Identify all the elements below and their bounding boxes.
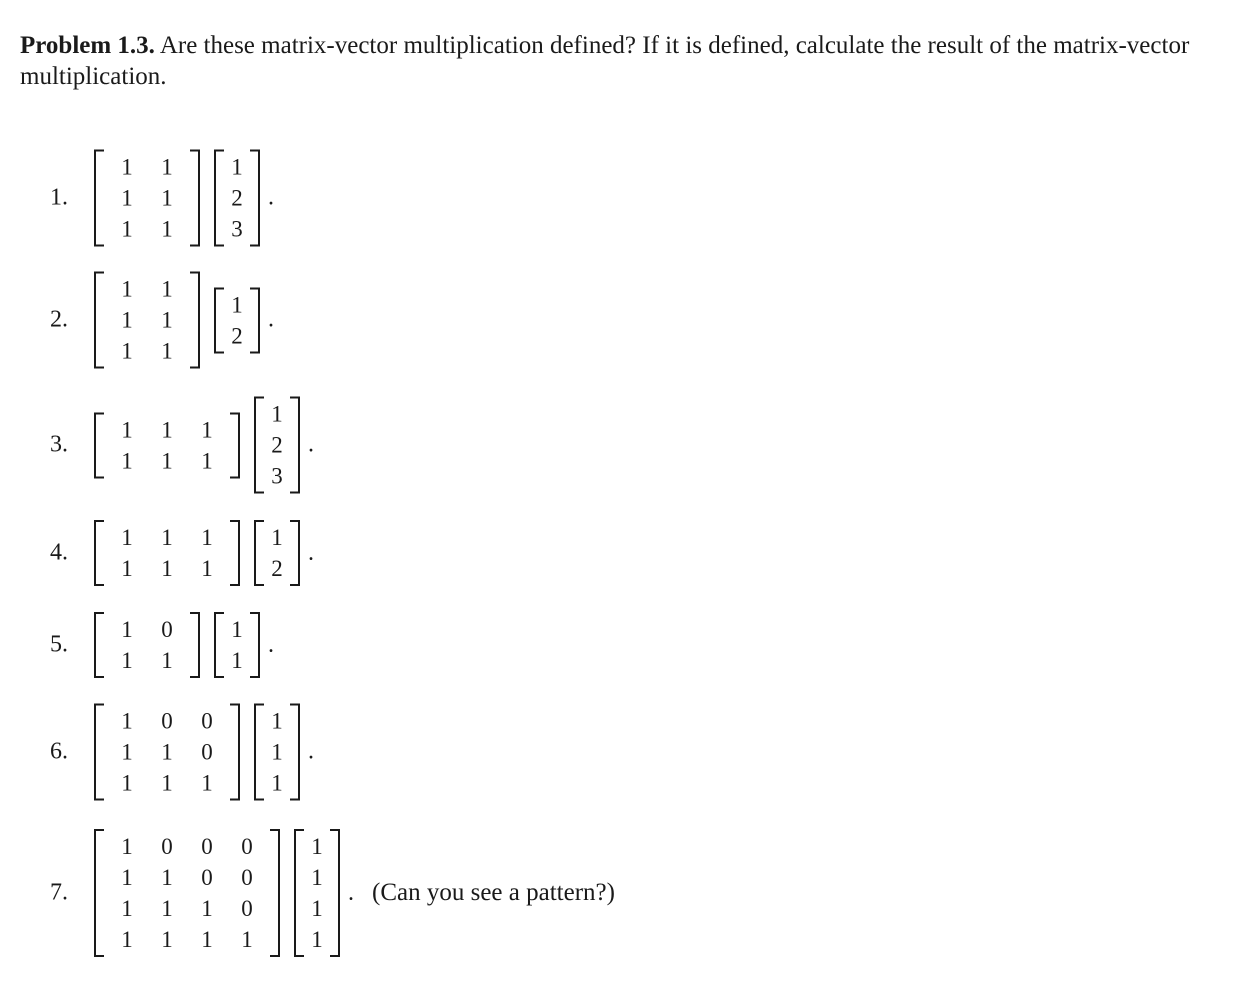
expression-period: . bbox=[268, 306, 274, 333]
vector-grid bbox=[264, 397, 290, 494]
right-bracket bbox=[250, 287, 260, 353]
right-bracket bbox=[190, 272, 200, 369]
matrix-entry: 1 bbox=[161, 739, 173, 765]
matrix-vector-expression bbox=[94, 150, 274, 247]
matrix-entry: 1 bbox=[161, 448, 173, 473]
matrix-entry: 1 bbox=[121, 739, 133, 765]
matrix bbox=[94, 829, 280, 957]
matrix-entry: 1 bbox=[201, 896, 213, 921]
vector-entry: 1 bbox=[311, 834, 323, 859]
pattern-note: (Can you see a pattern?) bbox=[372, 879, 615, 906]
matrix-entry: 1 bbox=[121, 154, 133, 180]
item-number: 1. bbox=[50, 184, 68, 211]
left-bracket bbox=[294, 829, 304, 957]
problem-label: Problem 1.3. bbox=[20, 32, 155, 59]
right-bracket bbox=[230, 412, 240, 478]
matrix-grid bbox=[104, 704, 230, 801]
matrix-entry: 0 bbox=[161, 617, 173, 642]
vector-entry: 1 bbox=[231, 617, 243, 642]
vector-grid bbox=[264, 520, 290, 586]
vector bbox=[254, 520, 300, 586]
matrix-entry: 1 bbox=[161, 556, 173, 581]
left-bracket bbox=[94, 272, 104, 369]
right-bracket bbox=[230, 704, 240, 801]
expression-period: . bbox=[308, 738, 314, 765]
left-bracket bbox=[94, 704, 104, 801]
item-number: 5. bbox=[50, 631, 68, 658]
expression-period: . bbox=[268, 631, 274, 658]
item-number: 4. bbox=[50, 539, 68, 566]
vector-entry: 1 bbox=[311, 927, 323, 952]
matrix-entry: 1 bbox=[161, 154, 173, 180]
matrix bbox=[94, 412, 240, 478]
matrix-entry: 1 bbox=[121, 770, 133, 796]
matrix-entry: 1 bbox=[121, 216, 133, 242]
matrix-grid bbox=[104, 520, 230, 586]
matrix-entry: 1 bbox=[121, 417, 133, 442]
matrix-entry: 1 bbox=[121, 307, 133, 333]
vector-grid bbox=[224, 287, 250, 353]
vector-entry: 1 bbox=[231, 648, 243, 673]
matrix-entry: 0 bbox=[201, 834, 213, 859]
matrix-entry: 1 bbox=[121, 338, 133, 364]
matrix-entry: 1 bbox=[161, 525, 173, 550]
matrix-entry: 1 bbox=[121, 834, 133, 859]
item-number: 6. bbox=[50, 738, 68, 765]
matrix-entry: 1 bbox=[201, 927, 213, 952]
expression-period: . bbox=[268, 184, 274, 211]
left-bracket bbox=[94, 412, 104, 478]
matrix-entry: 1 bbox=[121, 865, 133, 890]
right-bracket bbox=[270, 829, 280, 957]
vector bbox=[214, 287, 260, 353]
matrix bbox=[94, 272, 200, 369]
matrix-vector-expression bbox=[94, 829, 615, 957]
left-bracket bbox=[94, 829, 104, 957]
matrix-entry: 0 bbox=[241, 865, 253, 890]
vector-entry: 2 bbox=[231, 323, 243, 348]
matrix-entry: 1 bbox=[201, 556, 213, 581]
matrix-entry: 1 bbox=[121, 648, 133, 673]
matrix-entry: 1 bbox=[161, 865, 173, 890]
vector-grid bbox=[224, 150, 250, 247]
matrix-entry: 1 bbox=[161, 307, 173, 333]
vector-entry: 1 bbox=[271, 770, 283, 796]
matrix-entry: 1 bbox=[201, 525, 213, 550]
vector-entry: 1 bbox=[271, 708, 283, 734]
matrix-grid bbox=[104, 150, 190, 247]
matrix-entry: 1 bbox=[201, 417, 213, 442]
right-bracket bbox=[290, 397, 300, 494]
vector-entry: 1 bbox=[231, 292, 243, 317]
matrix-vector-expression bbox=[94, 612, 274, 678]
matrix-entry: 1 bbox=[121, 708, 133, 734]
left-bracket bbox=[214, 150, 224, 247]
matrix-entry: 1 bbox=[121, 617, 133, 642]
matrix-entry: 1 bbox=[161, 927, 173, 952]
matrix-entry: 0 bbox=[201, 865, 213, 890]
matrix bbox=[94, 150, 200, 247]
right-bracket bbox=[250, 612, 260, 678]
expression-period: . bbox=[348, 879, 354, 906]
vector bbox=[294, 829, 340, 957]
matrix-entry: 1 bbox=[161, 276, 173, 302]
matrix-grid bbox=[104, 412, 230, 478]
vector-entry: 1 bbox=[271, 401, 283, 427]
right-bracket bbox=[250, 150, 260, 247]
matrix-entry: 1 bbox=[161, 216, 173, 242]
matrix-entry: 1 bbox=[161, 648, 173, 673]
item-number: 7. bbox=[50, 879, 68, 906]
vector-entry: 2 bbox=[271, 432, 283, 458]
right-bracket bbox=[290, 704, 300, 801]
left-bracket bbox=[94, 150, 104, 247]
vector bbox=[214, 612, 260, 678]
matrix-entry: 1 bbox=[161, 417, 173, 442]
matrix-entry: 1 bbox=[121, 185, 133, 211]
item-number: 3. bbox=[50, 431, 68, 458]
vector-entry: 1 bbox=[311, 865, 323, 890]
vector bbox=[254, 397, 300, 494]
matrix-entry: 0 bbox=[241, 834, 253, 859]
left-bracket bbox=[94, 612, 104, 678]
left-bracket bbox=[254, 704, 264, 801]
left-bracket bbox=[214, 612, 224, 678]
vector-entry: 1 bbox=[311, 896, 323, 921]
vector-grid bbox=[304, 829, 330, 957]
right-bracket bbox=[190, 150, 200, 247]
matrix-entry: 0 bbox=[241, 896, 253, 921]
matrix-entry: 1 bbox=[121, 896, 133, 921]
expression-period: . bbox=[308, 431, 314, 458]
matrix-entry: 0 bbox=[161, 834, 173, 859]
vector bbox=[214, 150, 260, 247]
vector-grid bbox=[264, 704, 290, 801]
left-bracket bbox=[214, 287, 224, 353]
matrix-grid bbox=[104, 829, 270, 957]
matrix bbox=[94, 704, 240, 801]
left-bracket bbox=[94, 520, 104, 586]
matrix-vector-expression bbox=[94, 704, 314, 801]
vector-entry: 3 bbox=[271, 463, 283, 489]
left-bracket bbox=[254, 397, 264, 494]
right-bracket bbox=[290, 520, 300, 586]
vector-entry: 3 bbox=[231, 216, 243, 242]
right-bracket bbox=[330, 829, 340, 957]
matrix-entry: 1 bbox=[201, 770, 213, 796]
matrix-entry: 0 bbox=[201, 708, 213, 734]
matrix-entry: 1 bbox=[201, 448, 213, 473]
matrix-vector-expression bbox=[94, 272, 274, 369]
matrix-entry: 0 bbox=[161, 708, 173, 734]
problem-text: Are these matrix-vector multiplication defined? If it is defined, calculate the result of the matrix-vector multiplication. bbox=[20, 32, 1190, 90]
vector-entry: 1 bbox=[271, 525, 283, 550]
matrix-entry: 1 bbox=[121, 276, 133, 302]
matrix-vector-expression bbox=[94, 397, 314, 494]
vector bbox=[254, 704, 300, 801]
matrix bbox=[94, 612, 200, 678]
matrix-entry: 1 bbox=[161, 770, 173, 796]
matrix-entry: 0 bbox=[201, 739, 213, 765]
matrix-vector-expression bbox=[94, 520, 314, 586]
matrix-grid bbox=[104, 612, 190, 678]
vector-entry: 1 bbox=[271, 739, 283, 765]
vector-entry: 1 bbox=[231, 154, 243, 180]
matrix-entry: 1 bbox=[161, 896, 173, 921]
matrix-grid bbox=[104, 272, 190, 369]
vector-entry: 2 bbox=[271, 556, 283, 581]
expression-period: . bbox=[308, 539, 314, 566]
right-bracket bbox=[230, 520, 240, 586]
matrix-entry: 1 bbox=[241, 927, 253, 952]
matrix-entry: 1 bbox=[121, 927, 133, 952]
right-bracket bbox=[190, 612, 200, 678]
vector-grid bbox=[224, 612, 250, 678]
matrix-entry: 1 bbox=[121, 448, 133, 473]
vector-entry: 2 bbox=[231, 185, 243, 211]
matrix-entry: 1 bbox=[161, 338, 173, 364]
matrix-entry: 1 bbox=[121, 525, 133, 550]
matrix-entry: 1 bbox=[121, 556, 133, 581]
matrix-entry: 1 bbox=[161, 185, 173, 211]
matrix bbox=[94, 520, 240, 586]
item-number: 2. bbox=[50, 306, 68, 333]
left-bracket bbox=[254, 520, 264, 586]
